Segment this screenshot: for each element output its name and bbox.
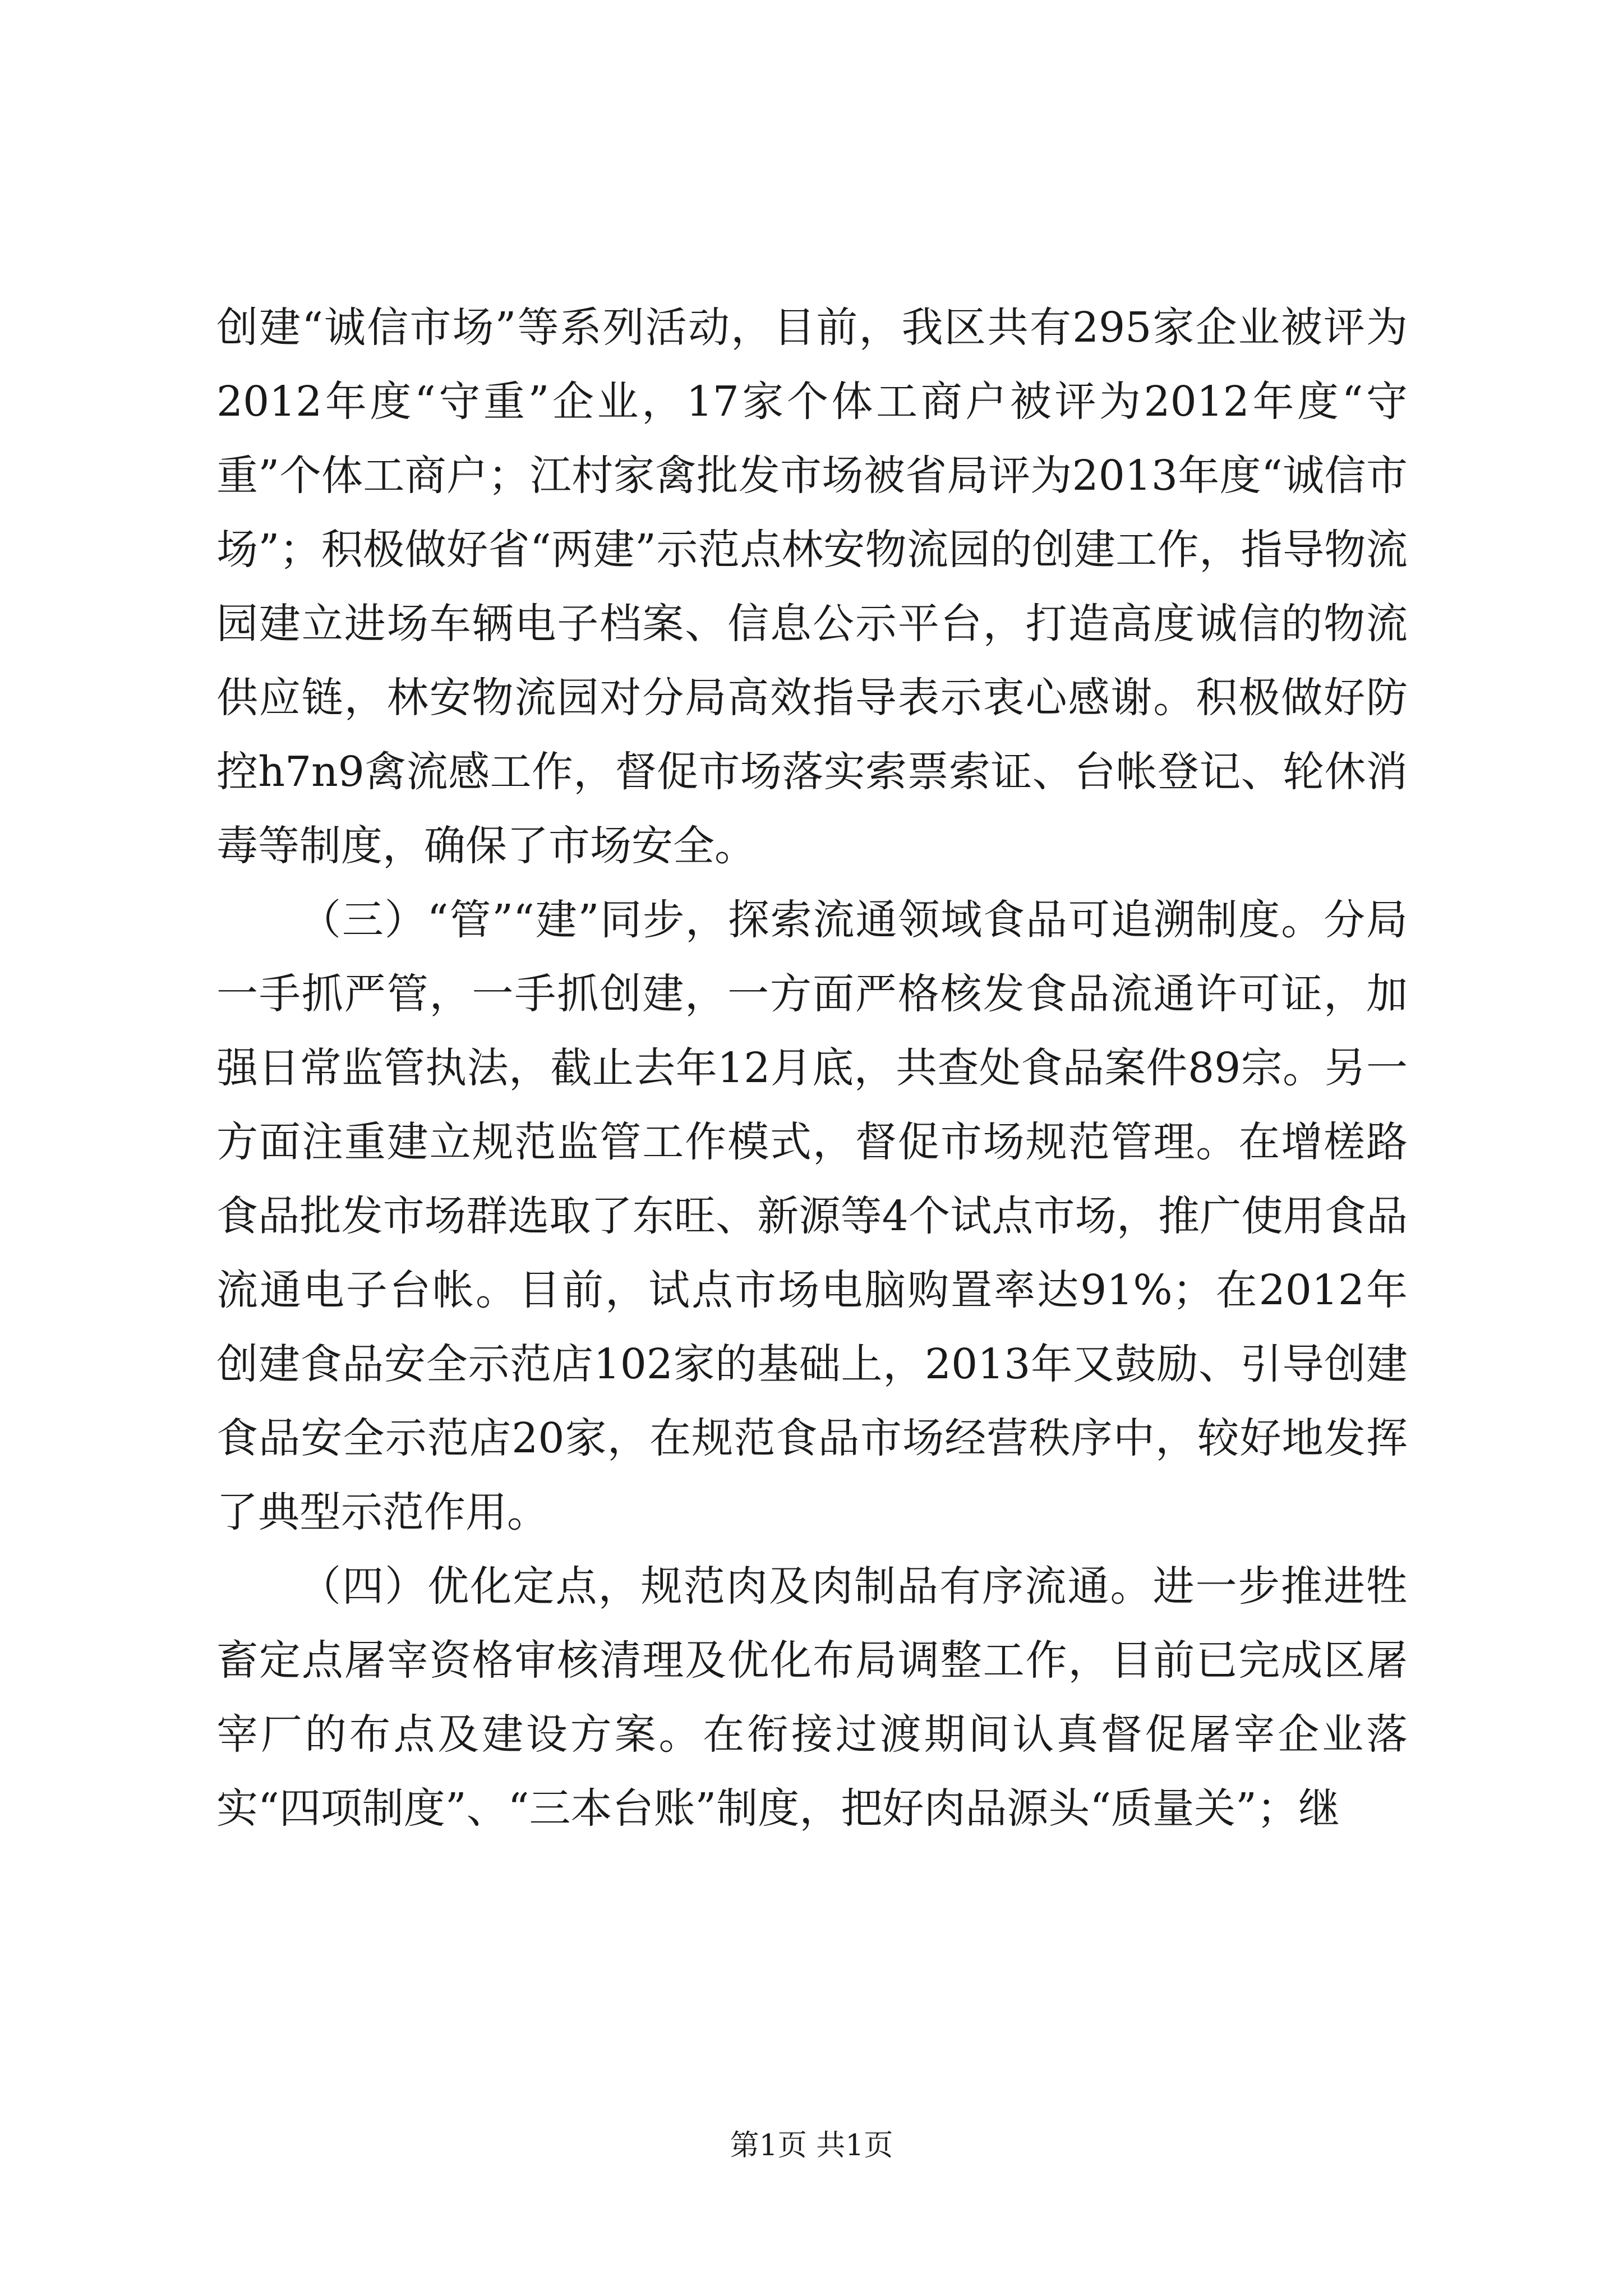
paragraph-section-3: （三）“管”“建”同步，探索流通领域食品可追溯制度。分局一手抓严管，一手抓创建，一方面严格核发食品流通许可证，加强日常监管执法，截止去年12月底，共查处食品案件89宗。另一方面注重建立规范监管工作模式，督促市场规范管理。在增槎路食品批发市场群选取了东旺、新源等4个试点市场，推广使用食品流通电子台帐。目前，试点市场电脑购置率达91%；在2012年创建食品安全示范店102家的基础上，2013年又鼓励、引导创建食品安全示范店20家，在规范食品市场经营秩序中，较好地发挥了典型示范作用。: [216, 896, 1408, 1536]
paragraph-continuation: 创建“诚信市场”等系列活动，目前，我区共有295家企业被评为2012年度“守重”企业，17家个体工商户被评为2012年度“守重”个体工商户；江村家禽批发市场被省局评为2013年度“诚信市场”；积极做好省“两建”示范点林安物流园的创建工作，指导物流园建立进场车辆电子档案、信息公示平台，打造高度诚信的物流供应链，林安物流园对分局高效指导表示衷心感谢。积极做好防控h7n9禽流感工作，督促市场落实索票索证、台帐登记、轮休消毒等制度，确保了市场安全。: [216, 303, 1408, 870]
page-footer: 第1页 共1页: [730, 2129, 893, 2162]
document-body: [216, 291, 1408, 1846]
paragraph-section-4: （四）优化定点，规范肉及肉制品有序流通。进一步推进牲畜定点屠宰资格审核清理及优化布局调整工作，目前已完成区屠宰厂的布点及建设方案。在衔接过渡期间认真督促屠宰企业落实“四项制度”、“三本台账”制度，把好肉品源头“质量关”；继: [216, 1562, 1408, 1833]
